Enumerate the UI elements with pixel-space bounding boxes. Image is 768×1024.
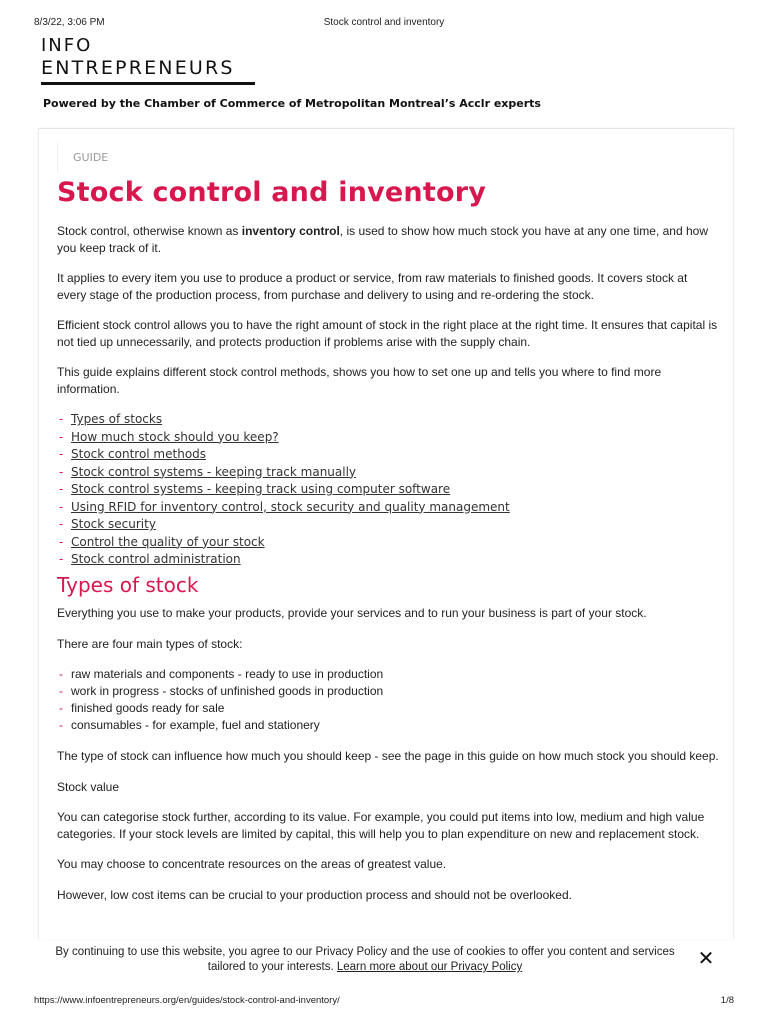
close-icon[interactable]: ✕ [697,946,715,970]
toc-item [57,499,719,517]
article-body [57,223,719,917]
breadcrumb[interactable]: GUIDE [73,151,109,164]
section-heading: Types of stock [57,572,199,597]
cookie-message [40,945,690,975]
privacy-policy-link[interactable]: Learn more about our Privacy Policy [336,961,523,973]
print-url: https://www.infoentrepreneurs.org/en/guides/stock-control-and-inventory/ [34,995,340,1006]
page-title: Stock control and inventory [57,177,487,208]
list-item [57,683,719,700]
table-of-contents [57,411,719,569]
toc-link-how-much-stock[interactable]: How much stock should you keep? [71,429,279,444]
dash-icon: - [59,482,64,496]
dash-icon: - [59,667,63,681]
toc-link-methods[interactable]: Stock control methods [71,447,207,461]
cookie-banner [0,940,768,980]
dash-icon: - [59,429,64,444]
print-date: 8/3/22, 3:06 PM [34,17,105,28]
list-item-text: work in progress - stocks of unfinished goods in production [71,684,384,698]
section-paragraph-5: You can categorise stock further, according to its value. For example, you could put items into low, medium and high value categories. If your stock levels are limited by capital, this will help you to plan expenditure on new and replacement stock. [57,810,705,841]
section-paragraph-1: Everything you use to make your products, provide your services and to run your business is part of your stock. [57,606,647,620]
logo-line-info: INFO [41,35,93,56]
toc-item [57,429,719,447]
breadcrumb-divider [57,143,58,173]
intro-bold-term: inventory control [241,224,340,238]
print-header [34,17,734,31]
print-title: Stock control and inventory [323,17,445,28]
toc-link-software[interactable]: Stock control systems - keeping track using computer software [71,482,451,496]
dash-icon: - [59,701,63,715]
page-number: 1/8 [720,995,734,1006]
cookie-text: By continuing to use this website, you agree to our Privacy Policy and the use of cookies to offer you content and services tailored to your interests. [55,946,675,973]
intro-paragraph-3: Efficient stock control allows you to have the right amount of stock in the right place at the right time. It ensures that capital is not tied up unnecessarily, and protects production if problems arise with the supply chain. [57,318,718,349]
toc-item [57,481,719,499]
site-logo[interactable] [41,36,257,85]
toc-link-types-of-stocks[interactable]: Types of stocks [71,412,163,426]
dash-icon: - [59,718,63,732]
list-item [57,700,719,717]
article-card [38,128,734,939]
list-item-text: finished goods ready for sale [71,701,225,715]
powered-by-text: Powered by the Chamber of Commerce of Metropolitan Montreal’s Acclr experts [43,97,541,110]
intro-paragraph-2: It applies to every item you use to produce a product or service, from raw materials to finished goods. It covers stock at every stage of the production process, from purchase and delivery to using and re-ordering the stock. [57,271,688,302]
list-item-text: consumables - for example, fuel and stationery [71,718,320,732]
dash-icon: - [59,684,63,698]
intro-paragraph-1 [57,223,719,256]
list-item-text: raw materials and components - ready to use in production [71,667,384,681]
intro-text: Stock control, otherwise known as [57,224,242,238]
list-item [57,717,719,734]
toc-item [57,411,719,429]
section-paragraph-4: Stock value [57,779,120,794]
section-paragraph-7: However, low cost items can be crucial to your production process and should not be overlooked. [57,887,572,902]
toc-link-rfid[interactable]: Using RFID for inventory control, stock security and quality management [71,499,510,514]
toc-link-security[interactable]: Stock security [71,517,156,531]
toc-item [57,516,719,534]
dash-icon: - [59,464,64,479]
dash-icon: - [59,499,64,514]
section-paragraph-6: You may choose to concentrate resources on the areas of greatest value. [57,857,447,871]
section-paragraph-2: There are four main types of stock: [57,636,243,651]
dash-icon: - [59,447,64,461]
stock-types-list [57,666,719,734]
toc-item [57,464,719,482]
dash-icon: - [59,412,64,426]
logo-underline [41,82,255,85]
toc-link-administration[interactable]: Stock control administration [71,552,241,566]
dash-icon: - [59,534,64,549]
toc-item [57,551,719,569]
intro-paragraph-4: This guide explains different stock control methods, shows you how to set one up and tells you where to find more information. [57,365,662,396]
toc-link-quality[interactable]: Control the quality of your stock [71,534,265,549]
list-item [57,666,719,683]
toc-item [57,446,719,464]
toc-item [57,534,719,552]
intro-text-cont: , is used to show how much stock you have at any one time, and how you keep track of it. [57,224,708,255]
logo-line-entrepreneurs: ENTREPRENEURS [41,57,235,79]
dash-icon: - [59,517,64,531]
section-paragraph-3: The type of stock can influence how much you should keep - see the page in this guide on how much stock you should keep. [57,749,719,763]
dash-icon: - [59,552,64,566]
toc-link-manual[interactable]: Stock control systems - keeping track manually [71,464,357,479]
